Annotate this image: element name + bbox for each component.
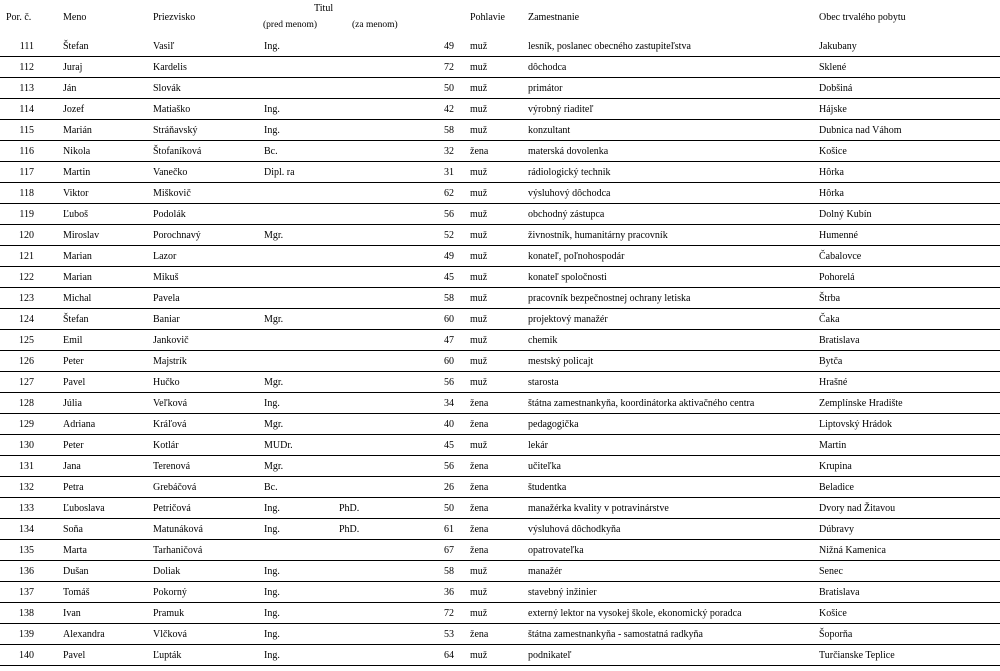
residence: Sklené — [819, 62, 847, 73]
occupation: konateľ, poľnohospodár — [528, 251, 625, 262]
residence: Humenné — [819, 230, 858, 241]
residence: Senec — [819, 566, 843, 577]
header-obec: Obec trvalého pobytu — [819, 12, 906, 23]
occupation: rádiologický technik — [528, 167, 611, 178]
age: 58 — [444, 125, 454, 136]
table-row — [0, 246, 1000, 267]
gender: žena — [470, 482, 489, 493]
occupation: učiteľka — [528, 461, 561, 472]
first-name: Dušan — [63, 566, 89, 577]
last-name: Vanečko — [153, 167, 188, 178]
gender: muž — [470, 209, 488, 220]
age: 56 — [444, 209, 454, 220]
residence: Štrba — [819, 293, 841, 304]
age: 64 — [444, 650, 454, 661]
first-name: Alexandra — [63, 629, 105, 640]
table-row — [0, 435, 1000, 456]
gender: žena — [470, 629, 489, 640]
row-number: 113 — [19, 83, 34, 94]
title-before: Mgr. — [264, 377, 284, 388]
gender: muž — [470, 356, 488, 367]
header-titul: Titul — [314, 3, 334, 14]
residence: Hôrka — [819, 188, 844, 199]
last-name: Terenová — [153, 461, 191, 472]
age: 60 — [444, 314, 454, 325]
row-number: 134 — [19, 524, 34, 535]
table-row — [0, 78, 1000, 99]
table-row — [0, 582, 1000, 603]
table-row — [0, 57, 1000, 78]
gender: muž — [470, 167, 488, 178]
residence: Šoporňa — [819, 629, 853, 640]
table-row — [0, 309, 1000, 330]
residence: Bratislava — [819, 335, 860, 346]
occupation: štátna zamestnankyňa, koordinátorka aktivačného centra — [528, 398, 755, 409]
gender: muž — [470, 587, 488, 598]
gender: žena — [470, 398, 489, 409]
header-titul-za: (za menom) — [352, 20, 398, 30]
gender: muž — [470, 104, 488, 115]
gender: muž — [470, 314, 488, 325]
row-number: 117 — [19, 167, 34, 178]
row-number: 118 — [19, 188, 34, 199]
header-pohlavie: Pohlavie — [470, 12, 505, 23]
occupation: konzultant — [528, 125, 571, 136]
age: 53 — [444, 629, 454, 640]
row-number: 137 — [19, 587, 34, 598]
gender: žena — [470, 146, 489, 157]
row-number: 136 — [19, 566, 34, 577]
last-name: Pokorný — [153, 587, 187, 598]
first-name: Pavel — [63, 377, 86, 388]
gender: žena — [470, 503, 489, 514]
table-row — [0, 183, 1000, 204]
header-por: Por. č. — [6, 12, 32, 23]
age: 58 — [444, 293, 454, 304]
table-row — [0, 120, 1000, 141]
occupation: študentka — [528, 482, 567, 493]
header-meno: Meno — [63, 12, 87, 23]
occupation: manažér — [528, 566, 562, 577]
occupation: lesník, poslanec obecného zastupiteľstva — [528, 41, 691, 52]
header-zamestnanie: Zamestnanie — [528, 12, 580, 23]
gender: žena — [470, 419, 489, 430]
row-number: 115 — [19, 125, 34, 136]
first-name: Juraj — [63, 62, 83, 73]
occupation: lekár — [528, 440, 548, 451]
age: 49 — [444, 41, 454, 52]
last-name: Veľková — [153, 398, 188, 409]
table-row — [0, 498, 1000, 519]
title-before: Ing. — [264, 629, 280, 640]
first-name: Štefan — [63, 314, 89, 325]
occupation: obchodný zástupca — [528, 209, 605, 220]
title-before: Ing. — [264, 104, 280, 115]
first-name: Peter — [63, 440, 84, 451]
row-number: 125 — [19, 335, 34, 346]
last-name: Kardelis — [153, 62, 187, 73]
first-name: Pavel — [63, 650, 86, 661]
table-row — [0, 225, 1000, 246]
occupation: živnostník, humanitárny pracovník — [528, 230, 668, 241]
table-row — [0, 330, 1000, 351]
row-number: 138 — [19, 608, 34, 619]
residence: Turčianske Teplice — [819, 650, 895, 661]
first-name: Adriana — [63, 419, 96, 430]
residence: Čabalovce — [819, 251, 862, 262]
row-number: 129 — [19, 419, 34, 430]
title-before: Mgr. — [264, 230, 284, 241]
first-name: Tomáš — [63, 587, 90, 598]
age: 40 — [444, 419, 454, 430]
age: 45 — [444, 272, 454, 283]
first-name: Ľuboslava — [63, 503, 105, 514]
age: 26 — [444, 482, 454, 493]
residence: Jakubany — [819, 41, 857, 52]
last-name: Jankovič — [153, 335, 189, 346]
title-before: Bc. — [264, 146, 278, 157]
occupation: manažérka kvality v potravinárstve — [528, 503, 669, 514]
last-name: Pramuk — [153, 608, 185, 619]
occupation: výsluhový dôchodca — [528, 188, 611, 199]
first-name: Petra — [63, 482, 84, 493]
last-name: Tarhaničová — [153, 545, 203, 556]
title-after: PhD. — [339, 524, 360, 535]
residence: Martin — [819, 440, 847, 451]
last-name: Hučko — [153, 377, 180, 388]
age: 72 — [444, 608, 454, 619]
residence: Dvory nad Žitavou — [819, 503, 896, 514]
last-name: Kotlár — [153, 440, 179, 451]
last-name: Miškovič — [153, 188, 191, 199]
title-before: Ing. — [264, 125, 280, 136]
age: 49 — [444, 251, 454, 262]
age: 72 — [444, 62, 454, 73]
age: 62 — [444, 188, 454, 199]
last-name: Lazor — [153, 251, 177, 262]
residence: Dúbravy — [819, 524, 854, 535]
title-before: Ing. — [264, 41, 280, 52]
title-before: Ing. — [264, 503, 280, 514]
gender: muž — [470, 125, 488, 136]
residence: Nižná Kamenica — [819, 545, 886, 556]
age: 67 — [444, 545, 454, 556]
table-row — [0, 624, 1000, 645]
title-before: Bc. — [264, 482, 278, 493]
first-name: Júlia — [63, 398, 82, 409]
occupation: konateľ spoločnosti — [528, 272, 607, 283]
age: 36 — [444, 587, 454, 598]
gender: muž — [470, 377, 488, 388]
first-name: Marta — [63, 545, 87, 556]
first-name: Marian — [63, 272, 92, 283]
last-name: Porochnavý — [153, 230, 201, 241]
last-name: Slovák — [153, 83, 181, 94]
last-name: Baniar — [153, 314, 180, 325]
gender: muž — [470, 293, 488, 304]
first-name: Štefan — [63, 41, 89, 52]
table-row — [0, 162, 1000, 183]
residence: Krupina — [819, 461, 852, 472]
table-row — [0, 372, 1000, 393]
gender: muž — [470, 230, 488, 241]
row-number: 119 — [19, 209, 34, 220]
last-name: Matiaško — [153, 104, 191, 115]
age: 47 — [444, 335, 454, 346]
row-number: 111 — [19, 41, 34, 52]
table-row — [0, 645, 1000, 666]
occupation: stavebný inžinier — [528, 587, 597, 598]
occupation: projektový manažér — [528, 314, 608, 325]
last-name: Štofaníková — [153, 146, 202, 157]
row-number: 123 — [19, 293, 34, 304]
first-name: Ján — [63, 83, 77, 94]
last-name: Pavela — [153, 293, 180, 304]
table-row — [0, 36, 1000, 57]
title-before: Ing. — [264, 608, 280, 619]
table-row — [0, 204, 1000, 225]
occupation: pracovník bezpečnostnej ochrany letiska — [528, 293, 691, 304]
row-number: 121 — [19, 251, 34, 262]
residence: Hájske — [819, 104, 847, 115]
last-name: Mikuš — [153, 272, 179, 283]
residence: Dobšiná — [819, 83, 853, 94]
occupation: pedagogička — [528, 419, 579, 430]
candidate-table — [0, 36, 1000, 666]
last-name: Doliak — [153, 566, 181, 577]
gender: muž — [470, 566, 488, 577]
first-name: Soňa — [63, 524, 83, 535]
residence: Zemplínske Hradište — [819, 398, 903, 409]
first-name: Marián — [63, 125, 92, 136]
title-before: Ing. — [264, 650, 280, 661]
age: 61 — [444, 524, 454, 535]
gender: muž — [470, 272, 488, 283]
age: 31 — [444, 167, 454, 178]
title-before: Ing. — [264, 398, 280, 409]
gender: muž — [470, 335, 488, 346]
last-name: Kráľová — [153, 419, 187, 430]
title-before: MUDr. — [264, 440, 293, 451]
header-priezvisko: Priezvisko — [153, 12, 196, 23]
gender: muž — [470, 83, 488, 94]
first-name: Jana — [63, 461, 81, 472]
age: 60 — [444, 356, 454, 367]
row-number: 120 — [19, 230, 34, 241]
gender: žena — [470, 461, 489, 472]
occupation: podnikateľ — [528, 650, 572, 661]
age: 50 — [444, 83, 454, 94]
first-name: Emil — [63, 335, 83, 346]
row-number: 114 — [19, 104, 34, 115]
occupation: mestský policajt — [528, 356, 594, 367]
gender: muž — [470, 62, 488, 73]
residence: Bytča — [819, 356, 843, 367]
last-name: Majstrík — [153, 356, 187, 367]
gender: muž — [470, 650, 488, 661]
row-number: 130 — [19, 440, 34, 451]
table-row — [0, 288, 1000, 309]
row-number: 131 — [19, 461, 34, 472]
age: 32 — [444, 146, 454, 157]
table-row — [0, 414, 1000, 435]
row-number: 132 — [19, 482, 34, 493]
last-name: Ľupták — [153, 650, 182, 661]
occupation: externý lektor na vysokej škole, ekonomický poradca — [528, 608, 742, 619]
row-number: 112 — [19, 62, 34, 73]
table-row — [0, 393, 1000, 414]
title-after: PhD. — [339, 503, 360, 514]
first-name: Marian — [63, 251, 92, 262]
occupation: chemik — [528, 335, 558, 346]
age: 56 — [444, 461, 454, 472]
row-number: 133 — [19, 503, 34, 514]
gender: muž — [470, 608, 488, 619]
table-row — [0, 141, 1000, 162]
residence: Beladice — [819, 482, 854, 493]
residence: Dolný Kubín — [819, 209, 872, 220]
age: 58 — [444, 566, 454, 577]
last-name: Vasiľ — [153, 41, 175, 52]
occupation: materská dovolenka — [528, 146, 609, 157]
row-number: 116 — [19, 146, 34, 157]
age: 42 — [444, 104, 454, 115]
row-number: 140 — [19, 650, 34, 661]
title-before: Ing. — [264, 524, 280, 535]
first-name: Ivan — [63, 608, 81, 619]
last-name: Podolák — [153, 209, 186, 220]
first-name: Michal — [63, 293, 92, 304]
table-row — [0, 561, 1000, 582]
last-name: Petričová — [153, 503, 191, 514]
row-number: 126 — [19, 356, 34, 367]
residence: Pohorelá — [819, 272, 855, 283]
row-number: 128 — [19, 398, 34, 409]
residence: Bratislava — [819, 587, 860, 598]
last-name: Stráňavský — [153, 125, 198, 136]
row-number: 139 — [19, 629, 34, 640]
age: 50 — [444, 503, 454, 514]
first-name: Jozef — [63, 104, 85, 115]
table-row — [0, 267, 1000, 288]
age: 34 — [444, 398, 454, 409]
header-titul-pred: (pred menom) — [263, 20, 318, 30]
residence: Čaka — [819, 314, 840, 325]
table-row — [0, 351, 1000, 372]
residence: Hôrka — [819, 167, 844, 178]
table-row — [0, 456, 1000, 477]
first-name: Ľuboš — [63, 209, 88, 220]
first-name: Viktor — [63, 188, 89, 199]
last-name: Vlčková — [153, 629, 187, 640]
table-row — [0, 519, 1000, 540]
title-before: Dipl. ra — [264, 167, 295, 178]
title-before: Mgr. — [264, 419, 284, 430]
table-row — [0, 540, 1000, 561]
residence: Hrašné — [819, 377, 848, 388]
occupation: výsluhová dôchodkyňa — [528, 524, 621, 535]
residence: Košice — [819, 608, 847, 619]
title-before: Mgr. — [264, 461, 284, 472]
gender: muž — [470, 440, 488, 451]
table-header — [0, 0, 1000, 36]
occupation: starosta — [528, 377, 559, 388]
table-row — [0, 99, 1000, 120]
occupation: opatrovateľka — [528, 545, 584, 556]
title-before: Ing. — [264, 587, 280, 598]
gender: muž — [470, 188, 488, 199]
row-number: 122 — [19, 272, 34, 283]
occupation: primátor — [528, 83, 563, 94]
first-name: Nikola — [63, 146, 91, 157]
first-name: Miroslav — [63, 230, 100, 241]
last-name: Grebáčová — [153, 482, 197, 493]
row-number: 124 — [19, 314, 34, 325]
table-row — [0, 603, 1000, 624]
row-number: 127 — [19, 377, 34, 388]
gender: žena — [470, 524, 489, 535]
row-number: 135 — [19, 545, 34, 556]
gender: žena — [470, 545, 489, 556]
title-before: Mgr. — [264, 314, 284, 325]
age: 45 — [444, 440, 454, 451]
table-row — [0, 477, 1000, 498]
age: 56 — [444, 377, 454, 388]
occupation: výrobný riaditeľ — [528, 104, 594, 115]
occupation: dôchodca — [528, 62, 567, 73]
residence: Liptovský Hrádok — [819, 419, 893, 430]
occupation: štátna zamestnankyňa - samostatná radkyňa — [528, 629, 703, 640]
title-before: Ing. — [264, 566, 280, 577]
gender: muž — [470, 251, 488, 262]
first-name: Martin — [63, 167, 91, 178]
residence: Košice — [819, 146, 847, 157]
residence: Dubnica nad Váhom — [819, 125, 902, 136]
last-name: Matunáková — [153, 524, 203, 535]
gender: muž — [470, 41, 488, 52]
first-name: Peter — [63, 356, 84, 367]
age: 52 — [444, 230, 454, 241]
